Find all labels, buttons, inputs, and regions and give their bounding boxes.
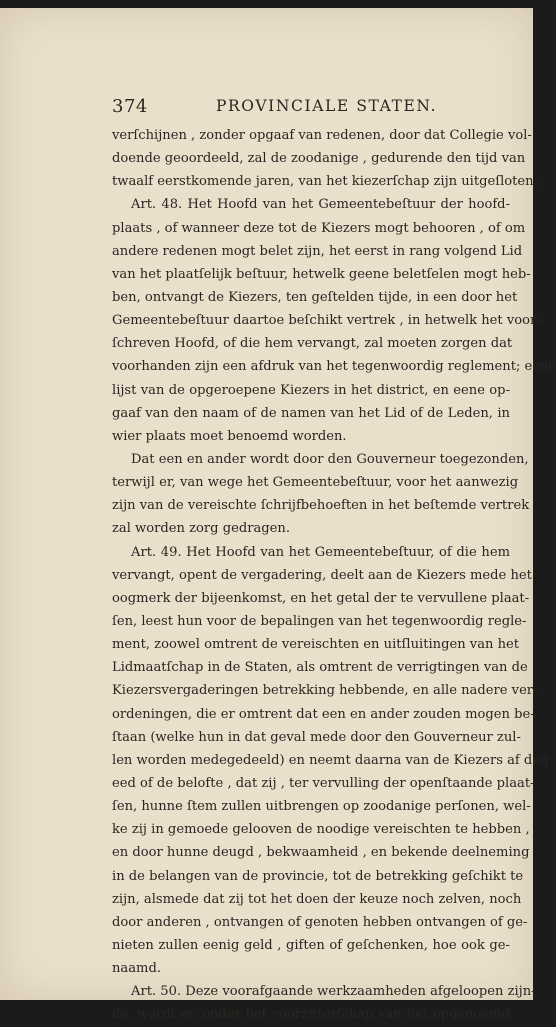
body-text: [112, 124, 556, 1026]
text-line: wier plaats moet benoemd worden.: [112, 428, 347, 444]
text-line: van het plaatſelijk beſtuur, hetwelk geene beletſelen mogt heb-: [112, 266, 531, 282]
text-line: nieten zullen eenig geld , giften of geſchenken, hoe ook ge-: [112, 937, 510, 953]
text-line: en door hunne deugd , bekwaamheid , en bekende deelneming: [112, 845, 530, 861]
text-line: plaats , of wanneer deze tot de Kiezers mogt behooren , of om: [112, 220, 526, 236]
text-line: lijst van de opgeroepene Kiezers in het district, en eene op-: [112, 382, 510, 398]
text-line: ſtaan (welke hun in dat geval mede door den Gouverneur zul-: [112, 729, 521, 745]
text-line: gaaf van den naam of de namen van het Lid of de Leden, in: [112, 405, 510, 421]
text-line: verſchijnen , zonder opgaaf van redenen, door dat Collegie vol-: [112, 128, 532, 143]
text-line: doende geoordeeld, zal de zoodanige , gedurende den tijd van: [112, 151, 526, 167]
text-line: zijn van de vereischte ſchrijfbehoeften in het beſtemde vertrek: [112, 498, 530, 514]
text-line: len worden medegedeeld) en neemt daarna van de Kiezers af den: [112, 752, 549, 768]
text-line: vervangt, opent de vergadering, deelt aan de Kiezers mede het: [112, 567, 532, 583]
text-line: ordeningen, die er omtrent dat een en ander zouden mogen be-: [112, 706, 535, 722]
text-line: andere redenen mogt belet zijn, het eerst in rang volgend Lid: [112, 243, 523, 259]
text-line: ment, zoowel omtrent de vereischten en uitſluitingen van het: [112, 637, 520, 653]
text-line: Lidmaatſchap in de Staten, als omtrent de verrigtingen van de: [112, 660, 528, 676]
text-line: ſen, leest hun voor de bepalingen van het tegenwoordig regle-: [112, 613, 527, 629]
text-line: Dat een en ander wordt door den Gouverneur toegezonden,: [131, 451, 529, 467]
running-title: PROVINCIALE STATEN.: [216, 97, 438, 115]
text-line: Kiezersvergaderingen betrekking hebbende, en alle nadere ver-: [112, 683, 538, 699]
text-line: ſchreven Hoofd, of die hem vervangt, zal moeten zorgen dat: [112, 336, 513, 352]
text-line: zal worden zorg gedragen.: [112, 521, 291, 537]
text-line: voorhanden zijn een afdruk van het tegenwoordig reglement; eene: [112, 359, 556, 375]
book-page: [0, 8, 556, 1023]
text-line: ben, ontvangt de Kiezers, ten geſtelden tijde, in een door het: [112, 289, 518, 305]
text-line: Gemeentebeſtuur daartoe beſchikt vertrek , in hetwelk het voor-: [112, 313, 541, 329]
text-line: de, wordt er, onder het voorzitterſchap van het opgenoemd: [112, 1007, 510, 1023]
text-line: in de belangen van de provincie, tot de betrekking geſchikt te: [112, 868, 524, 884]
text-line: twaalf eerstkomende jaren, van het kiezerſchap zijn uitgeſloten.: [112, 174, 538, 190]
text-line: eed of de belofte , dat zij , ter vervulling der openſtaande plaat-: [112, 775, 535, 791]
text-line: naamd.: [112, 961, 162, 977]
text-line: zijn, alsmede dat zij tot het doen der keuze noch zelven, noch: [112, 891, 522, 907]
text-line: Art. 48. Het Hoofd van het Gemeentebeſtuur der hoofd-: [131, 197, 510, 213]
text-line: terwijl er, van wege het Gemeentebeſtuur, voor het aanwezig: [112, 475, 519, 491]
page-number: 374: [112, 96, 148, 117]
text-line: door anderen , ontvangen of genoten hebben ontvangen of ge-: [112, 914, 528, 930]
text-line: ſen, hunne ſtem zullen uitbrengen op zoodanige perſonen, wel-: [112, 799, 531, 815]
text-line: Art. 49. Het Hoofd van het Gemeentebeſtuur, of die hem: [131, 544, 510, 560]
text-line: ke zij in gemoede gelooven de noodige vereischten te hebben ,: [112, 822, 530, 838]
text-line: oogmerk der bijeenkomst, en het getal der te vervullene plaat-: [112, 590, 530, 606]
page-header: [112, 96, 512, 118]
text-line: Art. 50. Deze voorafgaande werkzaamheden afgeloopen zijn-: [131, 984, 536, 1000]
